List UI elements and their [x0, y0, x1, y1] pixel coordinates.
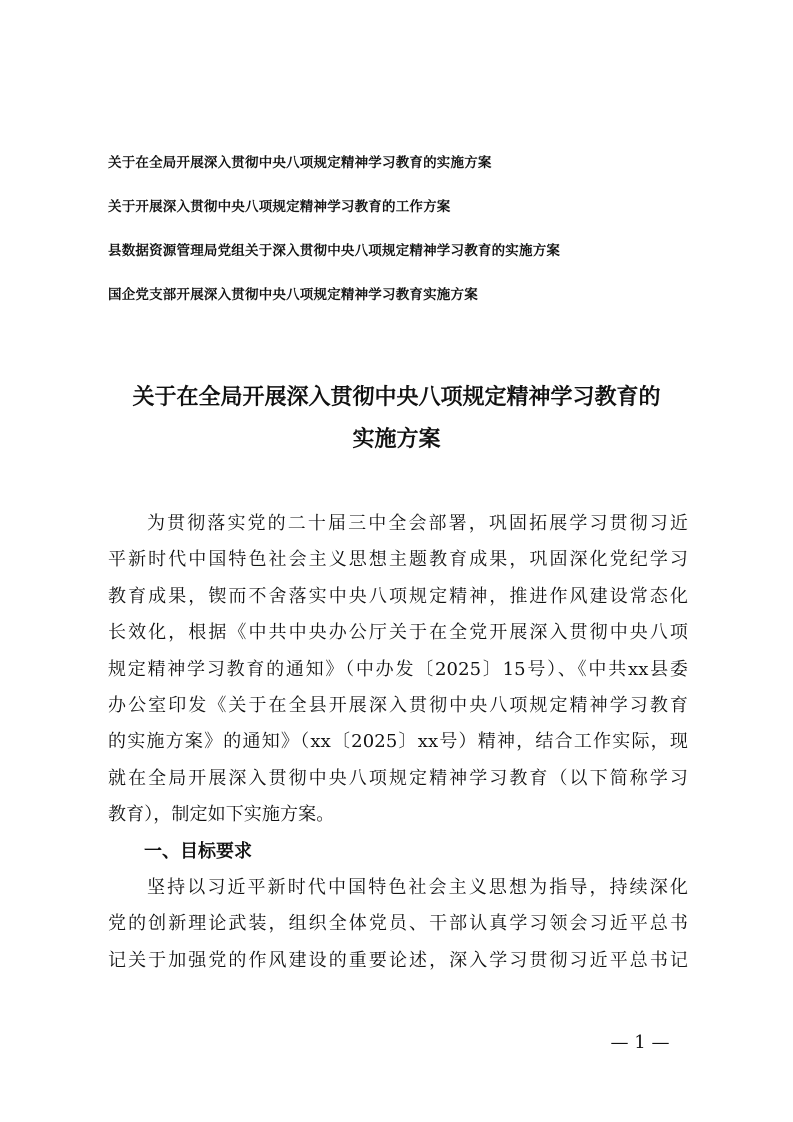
document-title-line-1: 关于在全局开展深入贯彻中央八项规定精神学习教育的: [132, 385, 661, 410]
paragraph-1-line: 长效化，根据《中共中央办公厅关于在全党开展深入贯彻中央八项: [108, 622, 688, 644]
page-number: — 1 —: [610, 1032, 670, 1053]
related-links-list: [108, 154, 708, 330]
paragraph-2-line: 党的创新理论武装，组织全体党员、干部认真学习领会习近平总书: [108, 913, 688, 935]
section-heading-1: 一、目标要求: [144, 840, 252, 862]
paragraph-1-line: 教育），制定如下实施方案。: [108, 804, 335, 826]
paragraph-1-line: 平新时代中国特色社会主义思想主题教育成果，巩固深化党纪学习: [108, 549, 688, 571]
document-title-line-2: 实施方案: [352, 427, 441, 452]
related-link-3[interactable]: 县数据资源管理局党组关于深入贯彻中央八项规定精神学习教育的实施方案: [108, 243, 561, 259]
paragraph-1-line: 就在全局开展深入贯彻中央八项规定精神学习教育（以下简称学习: [108, 767, 688, 789]
paragraph-1-line: 为贯彻落实党的二十届三中全会部署，巩固拓展学习贯彻习近: [147, 513, 688, 534]
paragraph-1-line: 规定精神学习教育的通知》（中办发〔2025〕15号）、《中共xx县委: [108, 658, 688, 680]
paragraph-1-line: 的实施方案》的通知》（xx〔2025〕xx号）精神，结合工作实际，现: [108, 731, 688, 753]
paragraph-2-line: 坚持以习近平新时代中国特色社会主义思想为指导，持续深化: [147, 876, 688, 898]
related-link-4[interactable]: 国企党支部开展深入贯彻中央八项规定精神学习教育实施方案: [108, 287, 478, 303]
related-link-1[interactable]: 关于在全局开展深入贯彻中央八项规定精神学习教育的实施方案: [108, 155, 492, 171]
paragraph-1-line: 办公室印发《关于在全县开展深入贯彻中央八项规定精神学习教育: [108, 694, 688, 716]
document-body: [108, 506, 688, 979]
paragraph-2-line: 记关于加强党的作风建设的重要论述，深入学习贯彻习近平总书记: [108, 949, 688, 971]
related-link-2[interactable]: 关于开展深入贯彻中央八项规定精神学习教育的工作方案: [108, 199, 451, 215]
paragraph-1-line: 教育成果，锲而不舍落实中央八项规定精神，推进作风建设常态化: [108, 585, 688, 607]
